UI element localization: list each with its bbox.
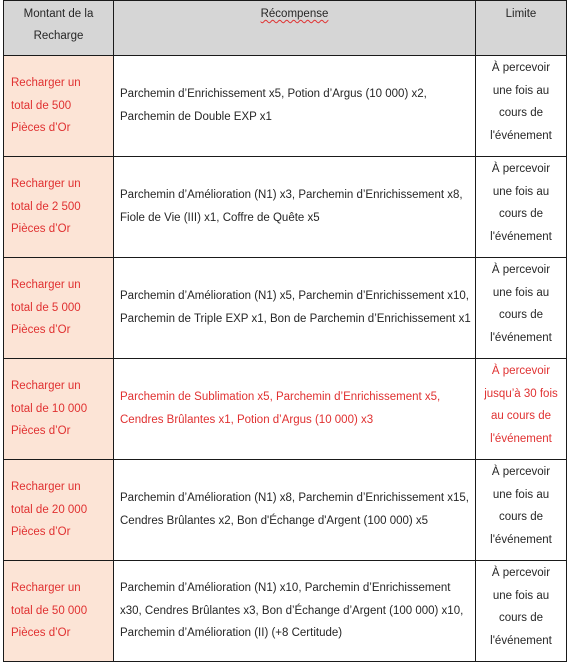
table-row xyxy=(4,56,567,157)
limit-cell: À percevoir une fois au cours de l'événement xyxy=(476,56,567,157)
amount-cell: Recharger un total de 10 000 Pièces d’Or xyxy=(4,359,114,460)
reward-cell: Parchemin d’Amélioration (N1) x8, Parchemin d’Enrichissement x15, Cendres Brûlantes x2, Bon d'Échange d'Argent (100 000) x5 xyxy=(114,460,476,561)
table-header-row xyxy=(4,1,567,56)
table-row xyxy=(4,561,567,662)
reward-cell: Parchemin de Sublimation x5, Parchemin d’Enrichissement x5, Cendres Brûlantes x1, Potion d’Argus (10 000) x3 xyxy=(114,359,476,460)
recharge-rewards-table xyxy=(3,0,567,662)
amount-cell: Recharger un total de 2 500 Pièces d’Or xyxy=(4,157,114,258)
header-reward: Récompense xyxy=(114,1,476,56)
amount-cell: Recharger un total de 500 Pièces d’Or xyxy=(4,56,114,157)
limit-cell: À percevoir une fois au cours de l'événement xyxy=(476,157,567,258)
amount-cell: Recharger un total de 5 000 Pièces d’Or xyxy=(4,258,114,359)
limit-cell: À percevoir une fois au cours de l'événement xyxy=(476,258,567,359)
amount-cell: Recharger un total de 20 000 Pièces d’Or xyxy=(4,460,114,561)
reward-cell: Parchemin d’Amélioration (N1) x3, Parchemin d’Enrichissement x8, Fiole de Vie (III) x1, Coffre de Quête x5 xyxy=(114,157,476,258)
amount-cell: Recharger un total de 50 000 Pièces d’Or xyxy=(4,561,114,662)
reward-cell: Parchemin d’Enrichissement x5, Potion d’Argus (10 000) x2, Parchemin de Double EXP x1 xyxy=(114,56,476,157)
limit-cell: À percevoir une fois au cours de l'événement xyxy=(476,561,567,662)
table-row xyxy=(4,258,567,359)
header-amount: Montant de la Recharge xyxy=(4,1,114,56)
limit-cell: À percevoir jusqu’à 30 fois au cours de l'événement xyxy=(476,359,567,460)
reward-cell: Parchemin d’Amélioration (N1) x10, Parchemin d’Enrichissement x30, Cendres Brûlantes x3, Bon d’Échange d’Argent (100 000) x10, Parchemin d’Amélioration (II) (+8 Certitude) xyxy=(114,561,476,662)
table-row-highlighted xyxy=(4,359,567,460)
header-limit: Limite xyxy=(476,1,567,56)
table-row xyxy=(4,460,567,561)
table-row xyxy=(4,157,567,258)
reward-cell: Parchemin d’Amélioration (N1) x5, Parchemin d’Enrichissement x10, Parchemin de Triple EXP x1, Bon de Parchemin d’Enrichissement x1 xyxy=(114,258,476,359)
limit-cell: À percevoir une fois au cours de l'événement xyxy=(476,460,567,561)
